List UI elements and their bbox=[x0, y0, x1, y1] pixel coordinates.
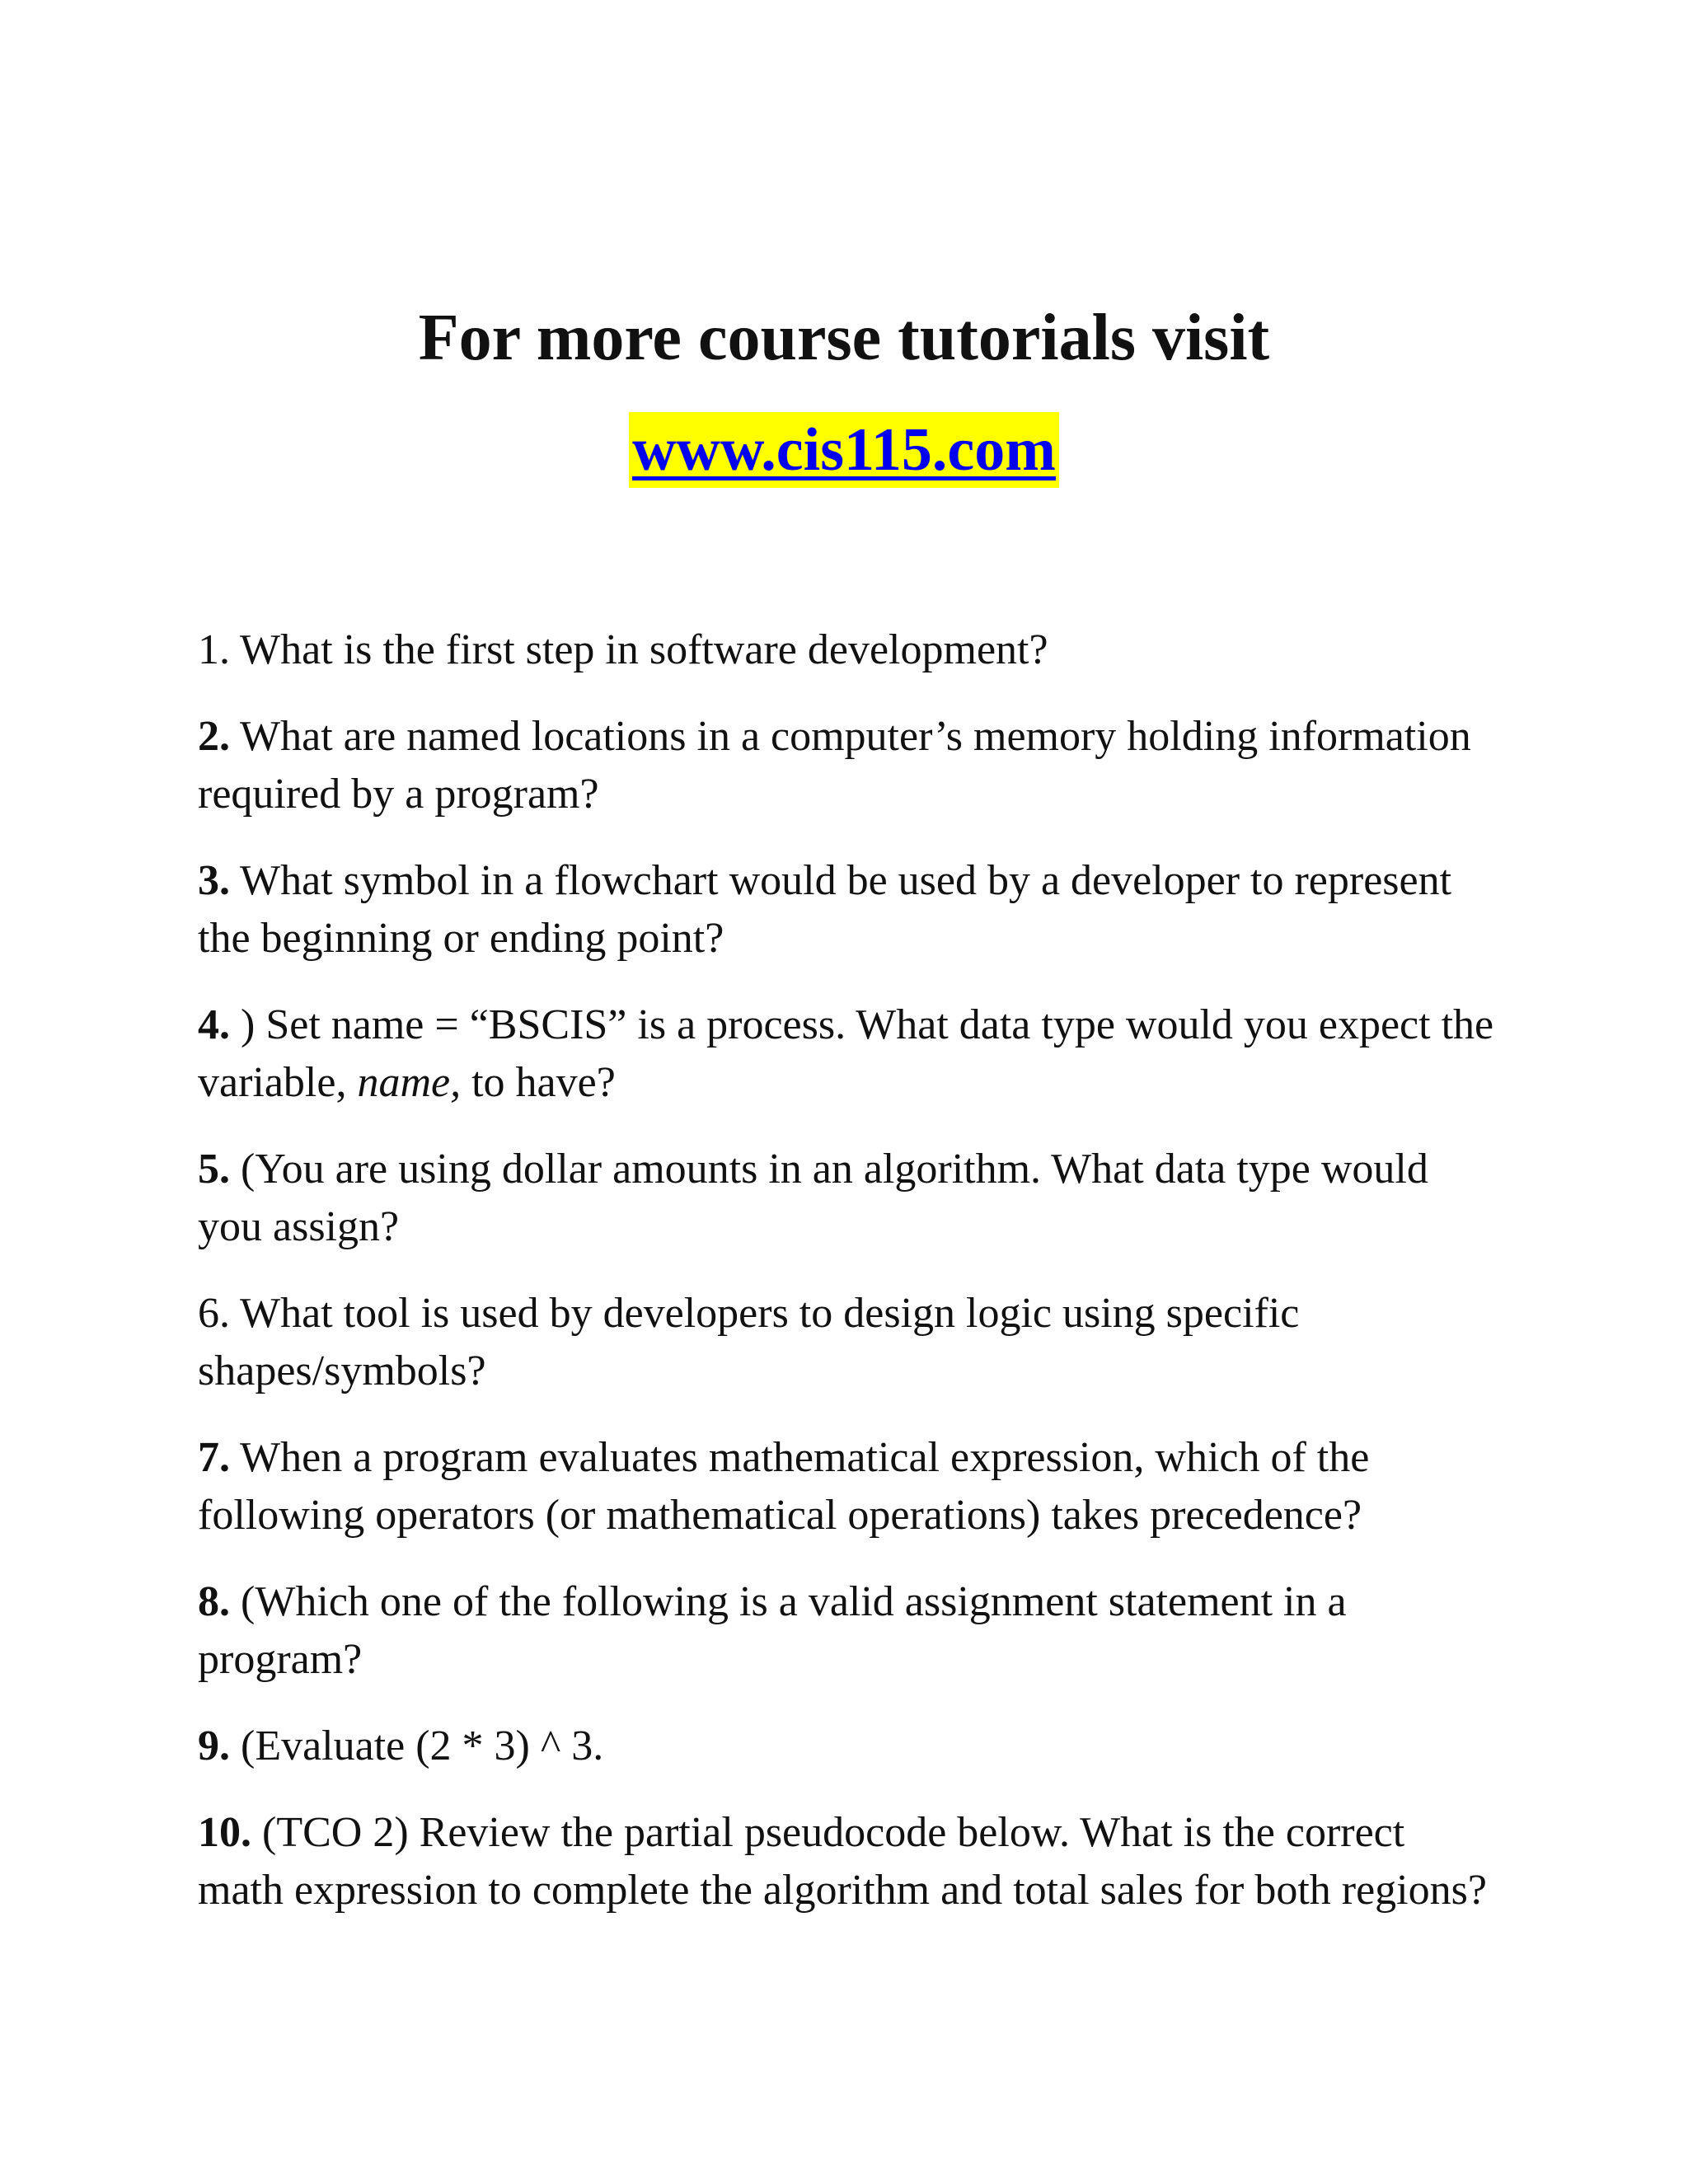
question-number: 6. bbox=[198, 1290, 230, 1337]
question-text: When a program evaluates mathematical expression, which of the following operators (or mathematical operations) takes precedence? bbox=[198, 1434, 1370, 1539]
question-number: 9. bbox=[198, 1722, 230, 1769]
question-number: 5. bbox=[198, 1146, 230, 1193]
question-text: What is the first step in software development? bbox=[230, 626, 1048, 673]
question-number: 1. bbox=[198, 626, 230, 673]
question-text: (TCO 2) Review the partial pseudocode below. What is the correct math expression to complete the algorithm and total sales for both regions? bbox=[198, 1809, 1487, 1914]
page-title: For more course tutorials visit bbox=[418, 302, 1270, 374]
question-text: What are named locations in a computer’s memory holding information required by a program? bbox=[198, 713, 1471, 818]
question-number: 8. bbox=[198, 1578, 230, 1625]
question-text: (You are using dollar amounts in an algorithm. What data type would you assign? bbox=[198, 1146, 1428, 1250]
question-number: 4. bbox=[198, 1001, 230, 1048]
question-list bbox=[198, 621, 1500, 1948]
question-number: 3. bbox=[198, 857, 230, 904]
website-link[interactable]: www.cis115.com bbox=[629, 412, 1059, 488]
question-number: 10. bbox=[198, 1809, 251, 1856]
question-item-9 bbox=[198, 1718, 1500, 1775]
question-item-2 bbox=[198, 708, 1500, 823]
question-item-6 bbox=[198, 1285, 1500, 1400]
question-emphasis: name, bbox=[357, 1059, 462, 1106]
website-link-container bbox=[0, 412, 1688, 488]
question-item-10 bbox=[198, 1804, 1500, 1919]
question-text: (Which one of the following is a valid assignment statement in a program? bbox=[198, 1578, 1347, 1683]
question-item-8 bbox=[198, 1573, 1500, 1689]
question-text: What tool is used by developers to design logic using specific shapes/symbols? bbox=[198, 1290, 1300, 1394]
question-item-1 bbox=[198, 621, 1500, 679]
question-text-end: to have? bbox=[461, 1059, 616, 1106]
question-item-3 bbox=[198, 852, 1500, 968]
question-text: What symbol in a flowchart would be used by a developer to represent the beginning or ending point? bbox=[198, 857, 1452, 962]
question-item-7 bbox=[198, 1429, 1500, 1544]
question-number: 2. bbox=[198, 713, 230, 760]
question-item-5 bbox=[198, 1141, 1500, 1256]
question-text: ) Set name = “BSCIS” is a process. What data type would you expect the variable, bbox=[198, 1001, 1494, 1106]
question-text: (Evaluate (2 * 3) ^ 3. bbox=[230, 1722, 604, 1769]
question-number: 7. bbox=[198, 1434, 230, 1481]
question-item-4 bbox=[198, 996, 1500, 1112]
